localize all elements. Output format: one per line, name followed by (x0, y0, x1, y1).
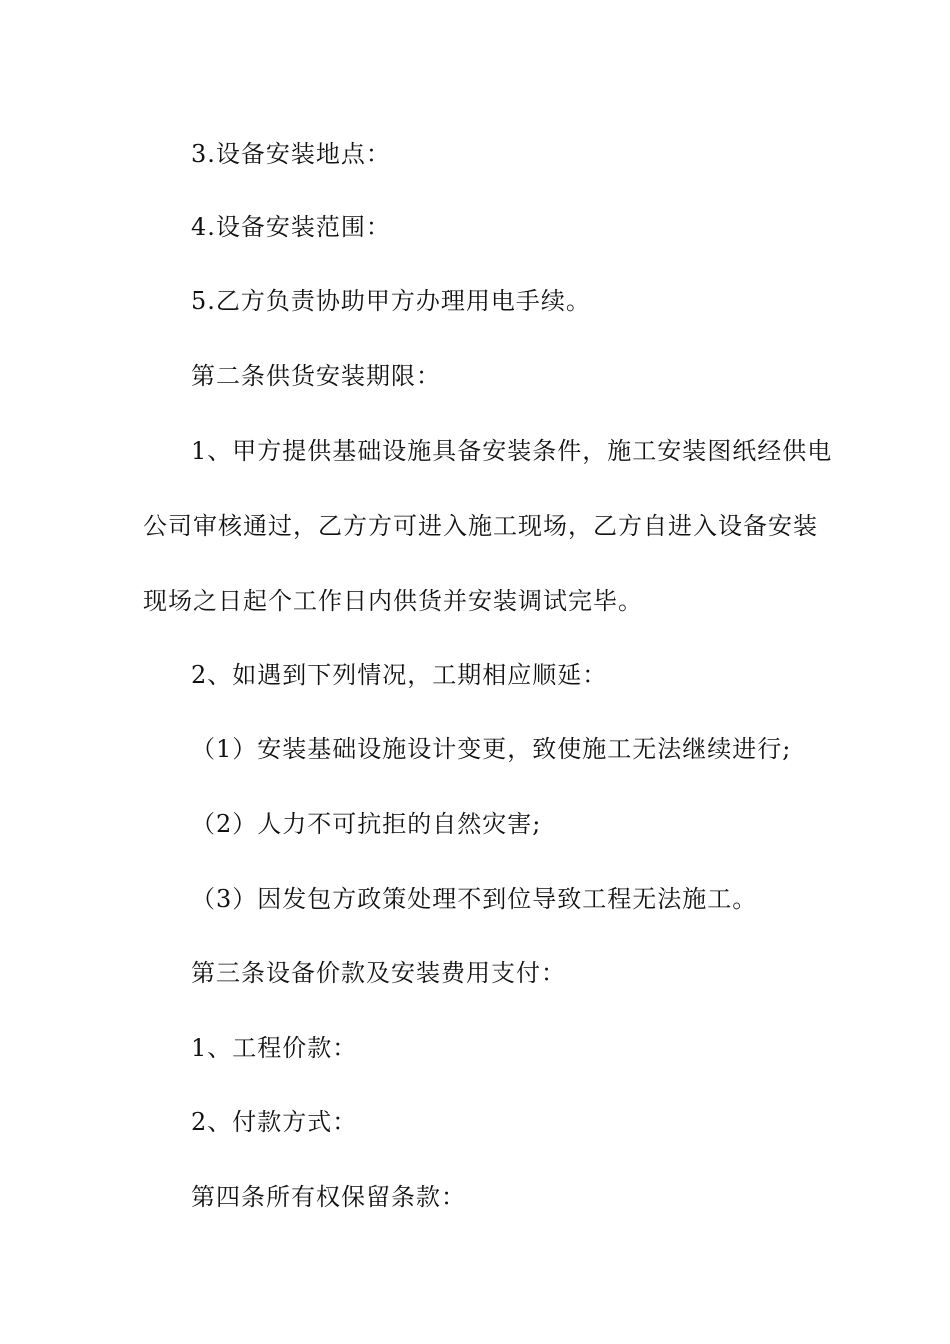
item-project-price: 1、工程价款： (191, 1034, 358, 1062)
delay-condition-3: （3）因发包方政策处理不到位导致工程无法施工。 (191, 885, 758, 913)
item-electricity-procedure: 5.乙方负责协助甲方办理用电手续。 (191, 287, 591, 315)
paragraph-line: 现场之日起个工作日内供货并安装调试完毕。 (143, 587, 643, 615)
delay-condition-1: （1）安装基础设施设计变更，致使施工无法继续进行; (191, 735, 792, 763)
article-3-heading: 第三条设备价款及安装费用支付： (191, 959, 566, 987)
paragraph-line: 1、甲方提供基础设施具备安装条件，施工安装图纸经供电 (191, 437, 833, 465)
item-install-location: 3.设备安装地点： (191, 140, 391, 168)
delay-conditions: 2、如遇到下列情况，工期相应顺延： (191, 661, 608, 689)
article-4-heading: 第四条所有权保留条款： (191, 1183, 466, 1211)
article-2-heading: 第二条供货安装期限： (191, 362, 441, 390)
delay-condition-2: （2）人力不可抗拒的自然灾害; (191, 810, 542, 838)
item-payment-method: 2、付款方式： (191, 1108, 358, 1136)
paragraph-line: 公司审核通过，乙方方可进入施工现场，乙方自进入设备安装 (143, 512, 818, 540)
item-install-scope: 4.设备安装范围： (191, 213, 391, 241)
